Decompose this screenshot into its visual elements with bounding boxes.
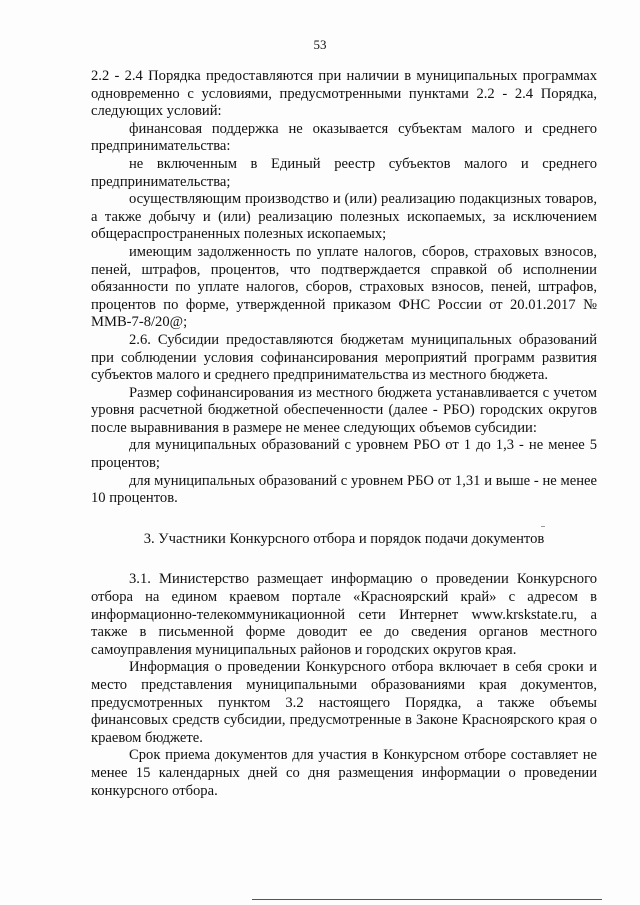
paragraph-excise-goods: осуществляющим производство и (или) реализацию подакцизных товаров, а также добычу и (или) реализацию полезных ископаемых, за исключением общераспространенных полезных ископаемых; xyxy=(91,191,597,243)
paragraph-3-1-ministry: 3.1. Министерство размещает информацию о проведении Конкурсного отбора на едином краевом портале «Красноярский край» с адресом в информационно-телекоммуникационной сети Интернет www.krskstate.ru, а также в письменной форме доводит ее до сведения органов местного самоуправления муниципальных районов и городских округов края. xyxy=(91,571,597,658)
paragraph-2-6-subsidies: 2.6. Субсидии предоставляются бюджетам муниципальных образований при соблюдении условия софинансирования мероприятий программ развития субъектов малого и среднего предпринимательства из местного бюджета. xyxy=(91,331,597,384)
scan-speck xyxy=(541,526,545,527)
paragraph-rbo-level-1: для муниципальных образований с уровнем РБО от 1 до 1,3 - не менее 5 процентов; xyxy=(91,437,597,472)
paragraph-tax-debt: имеющим задолженность по уплате налогов, сборов, страховых взносов, пеней, штрафов, процентов, что подтверждается справкой об исполнении обязанности по уплате налогов, сборов, страховых взносов, пеней, штрафов, процентов по форме, утвержденной приказом ФНС России от 20.01.2017 № ММВ-7-8/20@; xyxy=(91,243,597,331)
paragraph-rbo-level-2: для муниципальных образований с уровнем РБО от 1,31 и выше - не менее 10 процентов. xyxy=(91,472,597,507)
paragraph-selection-info: Информация о проведении Конкурсного отбора включает в себя сроки и место представления муниципальными образованиями края документов, предусмотренных пунктом 3.2 настоящего Порядка, а также объемы финансовых средств субсидии, предусмотренные в Законе Красноярского края о краевом бюджете. xyxy=(91,659,597,746)
paragraph-support-not-provided: финансовая поддержка не оказывается субъектам малого и среднего предпринимательства: xyxy=(91,120,597,155)
bottom-edge-line xyxy=(252,899,602,900)
page-number: 53 xyxy=(313,37,327,52)
paragraph-cofinancing-size: Размер софинансирования из местного бюджета устанавливается с учетом уровня расчетной бюджетной обеспеченности (далее - РБО) городских округов после выравнивания в размере не менее следующих объемов субсидии: xyxy=(91,384,597,436)
section-heading: 3. Участники Конкурсного отбора и порядок подачи документов xyxy=(143,530,545,547)
paragraph-submission-period: Срок приема документов для участия в Конкурсном отборе составляет не менее 15 календарных дней со дня размещения информации о проведении конкурсного отбора. xyxy=(91,747,597,799)
paragraph-not-in-registry: не включенным в Единый реестр субъектов малого и среднего предпринимательства; xyxy=(91,155,597,190)
paragraph-conditions-intro: 2.2 - 2.4 Порядка предоставляются при наличии в муниципальных программах одновременно с условиями, предусмотренными пунктами 2.2 - 2.4 Порядка, следующих условий: xyxy=(91,68,597,120)
document-body xyxy=(91,68,597,800)
